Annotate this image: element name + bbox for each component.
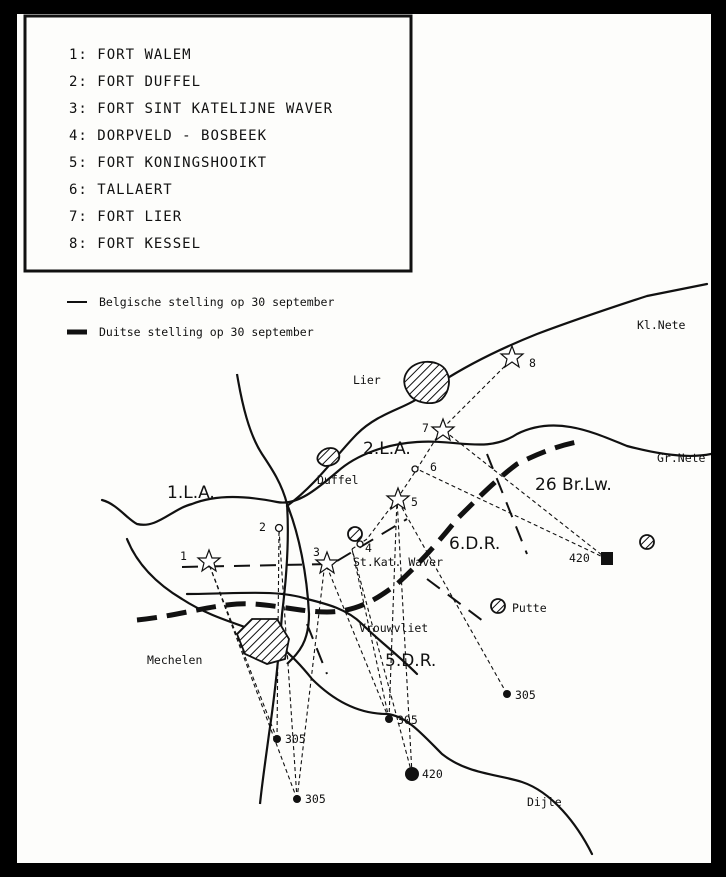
town-label-putte: Putte	[512, 601, 547, 615]
river-label-vrouwvliet: Vrouwvliet	[359, 621, 429, 635]
battery-caliber: 305	[285, 732, 306, 746]
fort-6-marker	[412, 466, 418, 472]
legend-num: 1:	[69, 47, 88, 63]
legend-num: 4:	[69, 128, 88, 144]
svg-text:2: FORT DUFFEL	[69, 74, 201, 90]
legend-num: 3:	[69, 101, 88, 117]
fort-number: 5	[411, 495, 418, 509]
battery-caliber: 420	[422, 767, 443, 781]
legend-num: 5:	[69, 155, 88, 171]
fort-number: 1	[180, 549, 187, 563]
legend-fort-name: FORT LIER	[97, 209, 183, 225]
river-label-dijle: Dijle	[527, 795, 562, 809]
legend-num: 2:	[69, 74, 88, 90]
unit-label-2la: 2.L.A.	[363, 439, 411, 459]
duffel-town	[317, 448, 339, 466]
battery-caliber: 305	[397, 713, 418, 727]
legend-fort-name: TALLAERT	[97, 182, 173, 198]
battery-305-marker	[273, 735, 281, 743]
legend-fort-name: FORT SINT KATELIJNE WAVER	[97, 101, 334, 117]
road-line	[287, 504, 309, 664]
fort-map	[17, 14, 711, 863]
legend-fort-name: FORT KESSEL	[97, 236, 202, 252]
battery-305-marker	[293, 795, 301, 803]
fort-4-marker	[357, 541, 363, 547]
fort-1-star	[198, 550, 220, 571]
river-label-nete-north: Kl.Nete	[637, 318, 686, 332]
fort-number: 4	[365, 541, 372, 555]
legend-num: 8:	[69, 236, 88, 252]
belgian-line-segment	[427, 579, 487, 624]
river-label-nete-south: Gr.Nete	[657, 451, 706, 465]
svg-text:4: DORPVELD - BOSBEEK	[69, 128, 267, 144]
fort-number: 7	[422, 421, 429, 435]
svg-text:1: FORT WALEM	[69, 47, 192, 63]
fort-7-star	[432, 419, 454, 440]
legend-fort-name: FORT DUFFEL	[97, 74, 202, 90]
fort-legend-list	[69, 47, 333, 252]
fort-number: 8	[529, 356, 536, 370]
heist-town	[640, 535, 654, 549]
legend-fort-name: FORT WALEM	[97, 47, 192, 63]
lier-town	[404, 362, 449, 403]
map-frame	[17, 14, 711, 863]
putte-town	[491, 599, 505, 613]
fort-2-marker	[276, 525, 283, 532]
battery-305-marker	[385, 715, 393, 723]
battery-420-marker	[405, 767, 419, 781]
svg-text:5: FORT KONINGSHOOIKT	[69, 155, 267, 171]
unit-label-1la: 1.L.A.	[167, 483, 215, 503]
battery-caliber: 420	[569, 551, 590, 565]
svg-text:6: TALLAERT	[69, 182, 173, 198]
german-line-label: Duitse stelling op 30 september	[99, 325, 314, 339]
battery-caliber: 305	[515, 688, 536, 702]
svg-text:3: FORT SINT KATELIJNE WAVER	[69, 101, 333, 117]
fort-5-star	[387, 488, 409, 509]
unit-label-5dr: 5.D.R.	[385, 651, 437, 671]
town-label-lier: Lier	[353, 373, 381, 387]
katelijne-town	[348, 527, 362, 541]
svg-text:7: FORT LIER	[69, 209, 182, 225]
fort-number: 2	[259, 520, 266, 534]
unit-label-6dr: 6.D.R.	[449, 534, 501, 554]
svg-text:8: FORT KESSEL	[69, 236, 201, 252]
legend-num: 6:	[69, 182, 88, 198]
town-label-st-katelijne: St.Kat. Waver	[353, 555, 444, 569]
fort-number: 3	[313, 545, 320, 559]
battery-caliber: 305	[305, 792, 326, 806]
unit-label-26br: 26 Br.Lw.	[535, 475, 612, 495]
legend-num: 7:	[69, 209, 88, 225]
town-label-duffel: Duffel	[317, 473, 359, 487]
battery-420-marker	[601, 552, 613, 565]
legend-fort-name: DORPVELD - BOSBEEK	[97, 128, 268, 144]
fort-number: 6	[430, 460, 437, 474]
belgian-line-label: Belgische stelling op 30 september	[99, 295, 335, 309]
legend-fort-name: FORT KONINGSHOOIKT	[97, 155, 268, 171]
battery-305-marker	[503, 690, 511, 698]
town-label-mechelen: Mechelen	[147, 653, 203, 667]
